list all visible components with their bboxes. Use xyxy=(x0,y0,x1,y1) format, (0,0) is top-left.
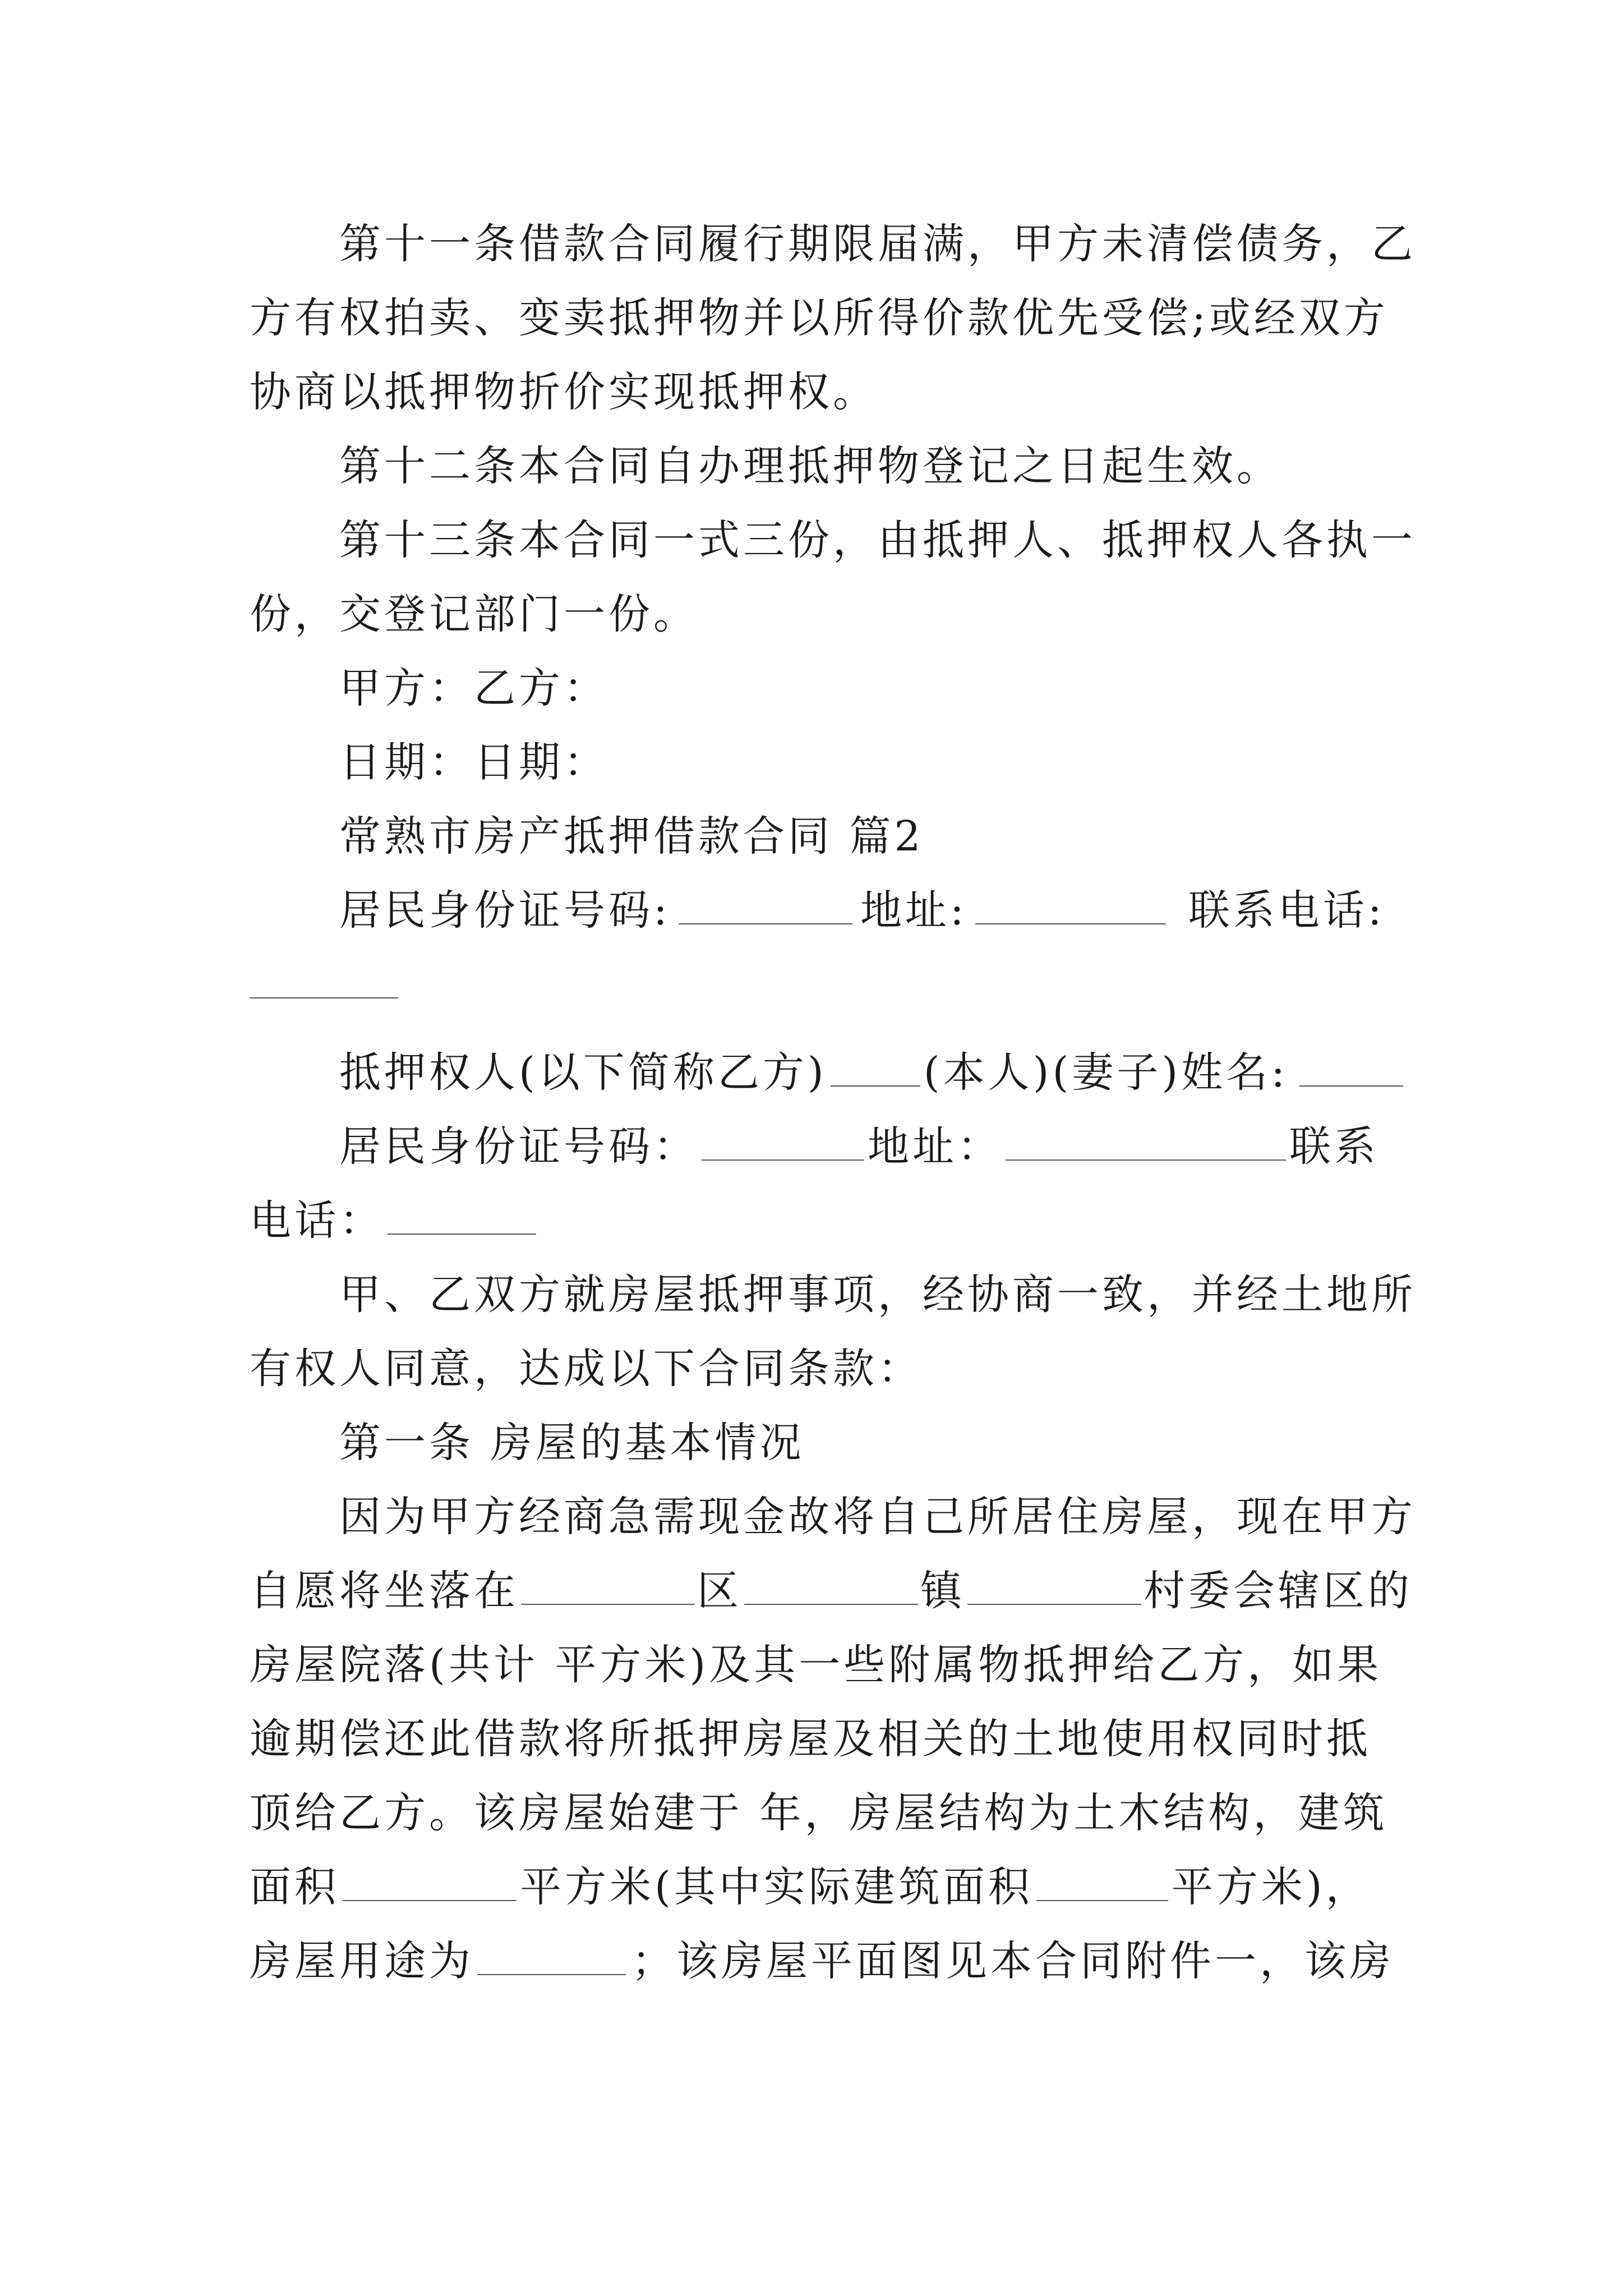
party-b-name-line xyxy=(339,1045,1403,1101)
usage-blank xyxy=(477,1939,626,1975)
text: 日期：日期： xyxy=(339,738,608,786)
article-1-line-2 xyxy=(250,1563,1413,1619)
text: 自愿将坐落在 xyxy=(250,1567,519,1615)
party-b-contact-line xyxy=(339,1119,1379,1175)
text: 平方米)， xyxy=(1171,1863,1371,1911)
article-11-line-3 xyxy=(250,364,878,420)
location-blank-1 xyxy=(521,1569,695,1605)
text: 村委会辖区的 xyxy=(1144,1567,1413,1615)
text: 有权人同意，达成以下合同条款： xyxy=(250,1345,923,1393)
location-blank-2 xyxy=(744,1569,918,1605)
text: 因为甲方经商急需现金故将自己所居住房屋，现在甲方 xyxy=(339,1493,1416,1541)
text: 顶给乙方。该房屋始建于 年，房屋结构为土木结构，建筑 xyxy=(250,1789,1388,1837)
text: 方有权拍卖、变卖抵押物并以所得价款优先受偿;或经双方 xyxy=(250,294,1389,342)
actual-area-blank xyxy=(1036,1865,1168,1901)
mortgagee-blank xyxy=(831,1051,920,1087)
text: ；该房屋平面图见本合同附件一，该房 xyxy=(631,1937,1394,1985)
article-12 xyxy=(339,438,1281,494)
id-label: 居民身份证号码: xyxy=(339,886,671,935)
text: 逾期偿还此借款将所抵押房屋及相关的土地使用权同时抵 xyxy=(250,1715,1371,1763)
phone-label: 联系电话: xyxy=(1188,886,1385,935)
text: 第一条 房屋的基本情况 xyxy=(339,1419,805,1467)
signature-dates xyxy=(339,734,608,790)
id-blank xyxy=(702,1125,864,1161)
article-11-line-2 xyxy=(250,290,1389,346)
text: 甲方：乙方： xyxy=(339,664,608,712)
article-1-line-3 xyxy=(250,1637,1382,1693)
text: 常熟市房产抵押借款合同 篇2 xyxy=(339,812,924,861)
text: 第十一条借款合同履行期限届满，甲方未清偿债务，乙 xyxy=(339,220,1416,268)
text: 平方米(其中实际建筑面积 xyxy=(520,1863,1033,1911)
mortgagee-label: 抵押权人(以下简称乙方) xyxy=(339,1048,827,1097)
location-blank-3 xyxy=(967,1569,1141,1605)
article-13-line-2 xyxy=(250,586,698,642)
article-1-line-1 xyxy=(339,1489,1416,1545)
text: 份，交登记部门一份。 xyxy=(250,590,698,638)
address-label: 地址： xyxy=(868,1122,1002,1171)
text: 面积 xyxy=(250,1863,339,1911)
article-1-line-6 xyxy=(250,1859,1371,1915)
area-blank xyxy=(343,1865,517,1901)
article-11-line-1 xyxy=(339,216,1416,272)
name-label: (本人)(妻子)姓名: xyxy=(923,1048,1289,1097)
phone-label-part-1: 联系 xyxy=(1289,1122,1379,1171)
text: 第十二条本合同自办理抵押物登记之日起生效。 xyxy=(339,442,1281,490)
address-blank xyxy=(975,889,1166,924)
text: 房屋院落(共计 平方米)及其一些附属物抵押给乙方，如果 xyxy=(250,1641,1382,1689)
district-label: 区 xyxy=(697,1567,742,1615)
text: 协商以抵押物折价实现抵押权。 xyxy=(250,368,878,416)
article-1-line-7 xyxy=(250,1933,1394,1989)
article-1-line-5 xyxy=(250,1785,1388,1841)
contract-heading xyxy=(339,808,924,864)
article-1-title xyxy=(339,1415,805,1471)
phone-blank xyxy=(250,963,398,999)
party-b-phone-line xyxy=(250,1193,536,1249)
intro-line-2 xyxy=(250,1341,923,1397)
article-1-line-4 xyxy=(250,1711,1371,1767)
article-13-line-1 xyxy=(339,512,1416,568)
signature-parties xyxy=(339,660,608,716)
intro-line-1 xyxy=(339,1267,1416,1323)
phone-label-part-2: 电话： xyxy=(250,1197,384,1245)
text: 甲、乙双方就房屋抵押事项，经协商一致，并经土地所 xyxy=(339,1271,1416,1319)
phone-blank xyxy=(388,1199,536,1235)
town-label: 镇 xyxy=(920,1567,965,1615)
party-a-phone-blank-line xyxy=(250,956,398,1013)
text: 房屋用途为 xyxy=(250,1937,474,1985)
id-blank xyxy=(679,889,852,924)
address-blank xyxy=(1006,1125,1286,1161)
text: 第十三条本合同一式三份，由抵押人、抵押权人各执一 xyxy=(339,516,1416,564)
id-label: 居民身份证号码： xyxy=(339,1122,698,1171)
address-label: 地址: xyxy=(860,886,967,935)
party-a-contact-line xyxy=(339,882,1385,938)
name-blank xyxy=(1299,1051,1403,1087)
